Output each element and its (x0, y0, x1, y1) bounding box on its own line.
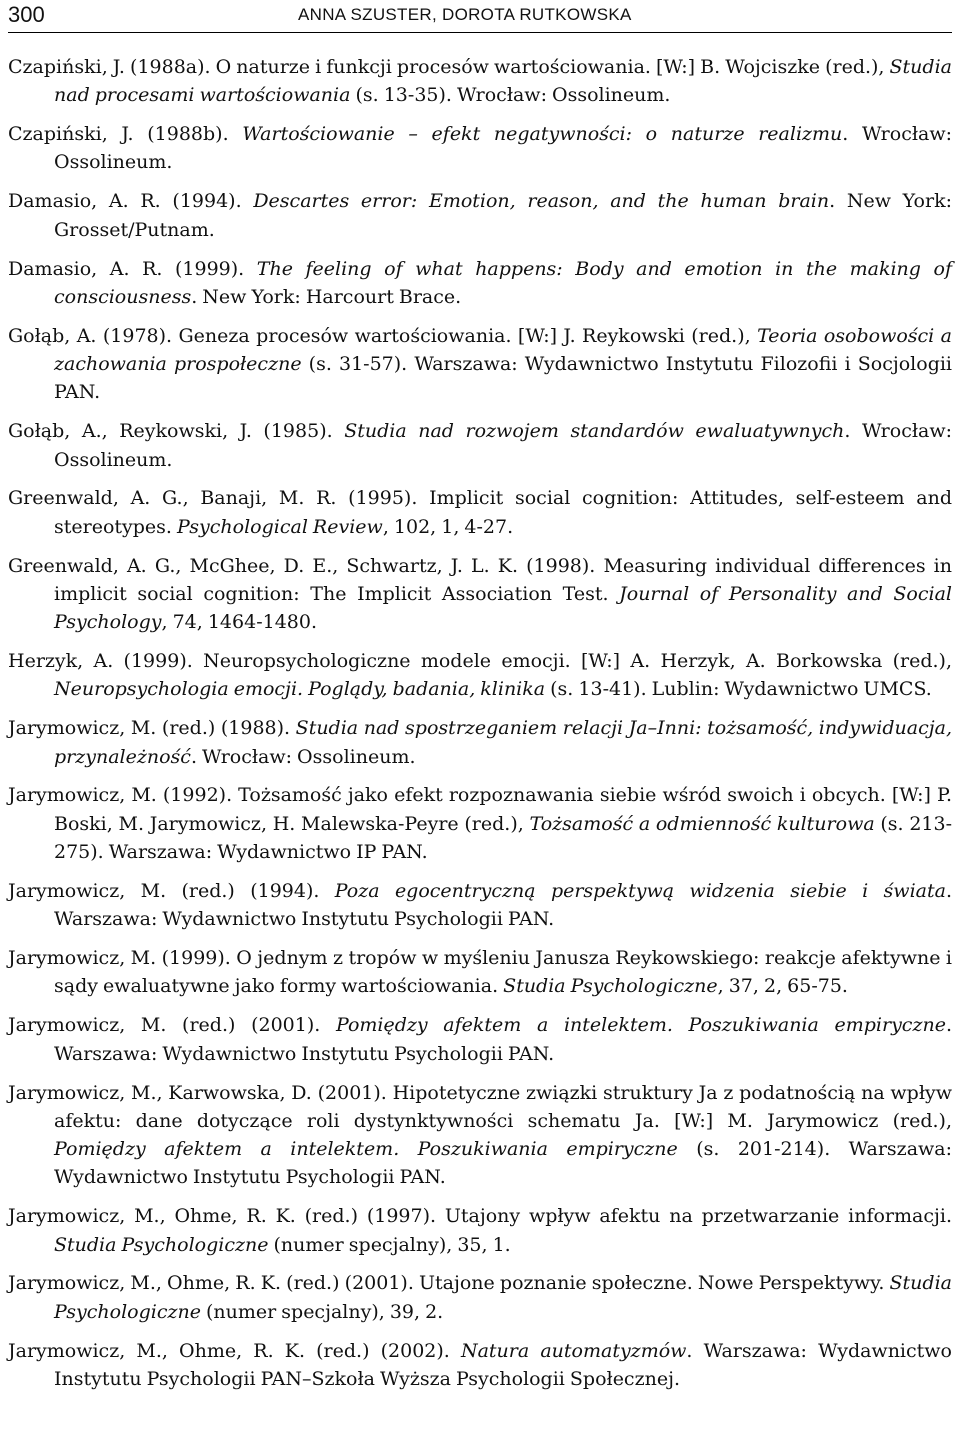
reference-entry (8, 484, 952, 541)
reference-text: Jarymowicz, M., Ohme, R. K. (red.) (2002). (8, 1339, 461, 1362)
reference-text: . Wrocław: Ossolineum. (54, 420, 952, 471)
reference-text: , 74, 1464-1480. (161, 611, 318, 634)
reference-list (8, 53, 952, 1404)
reference-entry (8, 187, 952, 244)
reference-title: The feeling of what happens: Body and emotion in the making of consciousness (54, 257, 952, 308)
reference-text: Greenwald, A. G., Banaji, M. R. (1995). Implicit social cognition: Attitudes, self-esteem and stereotypes. (8, 487, 952, 538)
reference-entry (8, 322, 952, 407)
reference-title: Psychological Review (177, 515, 383, 538)
reference-entry (8, 120, 952, 177)
reference-text: Damasio, A. R. (1994). (8, 190, 254, 213)
reference-entry (8, 552, 952, 637)
reference-text: Jarymowicz, M. (red.) (1988). (8, 717, 296, 740)
reference-text: (s. 13-35). Wrocław: Ossolineum. (350, 84, 671, 107)
reference-title: Studia nad procesami wartościowania (54, 56, 952, 107)
reference-text: Jarymowicz, M. (red.) (1994). (8, 879, 335, 902)
reference-title: Studia Psychologiczne (503, 975, 718, 998)
reference-text: Gołąb, A., Reykowski, J. (1985). (8, 420, 345, 443)
reference-text: . Warszawa: Wydawnictwo Instytutu Psychologii PAN. (54, 1014, 952, 1065)
reference-entry (8, 255, 952, 312)
reference-text: . Warszawa: Wydawnictwo Instytutu Psychologii PAN–Szkoła Wyższa Psychologii Społecznej. (54, 1339, 952, 1390)
page-number: 300 (8, 2, 45, 27)
reference-title: Poza egocentryczną perspektywą widzenia siebie i świata (334, 879, 946, 902)
reference-text: . Wrocław: Ossolineum. (190, 745, 416, 768)
reference-entry (8, 1269, 952, 1326)
reference-title: Neuropsychologia emocji. Poglądy, badania, klinika (54, 678, 546, 701)
reference-entry (8, 1079, 952, 1192)
reference-title: Studia nad spostrzeganiem relacji Ja–Inni: tożsamość, indywiduacja, przynależność (54, 717, 952, 768)
reference-title: Studia Psychologiczne (54, 1272, 952, 1323)
reference-entry (8, 1337, 952, 1394)
reference-entry (8, 1011, 952, 1068)
reference-title: Descartes error: Emotion, reason, and the human brain (253, 190, 830, 213)
reference-text: Jarymowicz, M., Karwowska, D. (2001). Hipotetyczne związki struktury Ja z podatnością na wpływ afektu: dane dotyczące roli dystynktywności schematu Ja. [W:] M. Jarymowicz (red.), (8, 1081, 952, 1132)
reference-text: Jarymowicz, M. (1992). Tożsamość jako efekt rozpoznawania siebie wśród swoich i obcych. [W:] P. Boski, M. Jarymowicz, H. Malewska-Peyre (red.), (8, 784, 952, 835)
reference-text: . Warszawa: Wydawnictwo Instytutu Psychologii PAN. (54, 879, 952, 931)
reference-text: Jarymowicz, M., Ohme, R. K. (red.) (2001). Utajone poznanie społeczne. Nowe Perspektywy. (8, 1272, 890, 1295)
reference-entry (8, 877, 952, 934)
reference-title: Wartościowanie – efekt negatywności: o naturze realizmu (242, 123, 843, 146)
reference-text: (s. 213-275). Warszawa: Wydawnictwo IP PAN. (54, 812, 953, 864)
page-header (8, 0, 952, 33)
running-head: ANNA SZUSTER, DOROTA RUTKOWSKA (298, 5, 632, 24)
reference-text: Jarymowicz, M. (1999). O jednym z tropów w myśleniu Janusza Reykowskiego: reakcje afektywne i sądy ewaluatywne jako formy wartościowania. (8, 947, 952, 998)
reference-entry (8, 647, 952, 704)
reference-title: Teoria osobowości a zachowania prospołeczne (54, 324, 952, 376)
reference-entry (8, 714, 952, 771)
reference-text: Greenwald, A. G., McGhee, D. E., Schwartz, J. L. K. (1998). Measuring individual differences in implicit social cognition: The Implicit Association Test. (8, 554, 952, 605)
reference-text: Herzyk, A. (1999). Neuropsychologiczne modele emocji. [W:] A. Herzyk, A. Borkowska (red.), (8, 650, 952, 673)
reference-text: , 37, 2, 65-75. (717, 975, 848, 998)
reference-text: . New York: Grosset/Putnam. (54, 190, 952, 241)
reference-text: (numer specjalny), 35, 1. (268, 1233, 511, 1256)
reference-title: Tożsamość a odmienność kulturowa (529, 812, 875, 835)
reference-title: Pomiędzy afektem a intelektem. Poszukiwania empiryczne (54, 1138, 678, 1161)
reference-text: . Wrocław: Ossolineum. (54, 123, 952, 174)
reference-entry (8, 417, 952, 474)
reference-entry (8, 944, 952, 1001)
reference-text: (s. 31-57). Warszawa: Wydawnictwo Instytutu Filozofii i Socjologii PAN. (54, 353, 953, 404)
reference-text: Czapiński, J. (1988b). (8, 123, 243, 146)
reference-entry (8, 53, 952, 110)
reference-text: . New York: Harcourt Brace. (191, 285, 462, 308)
reference-title: Studia Psychologiczne (54, 1233, 269, 1256)
reference-title: Journal of Personality and Social Psychology (54, 582, 952, 634)
reference-text: Jarymowicz, M. (red.) (2001). (8, 1014, 336, 1037)
reference-text: Czapiński, J. (1988a). O naturze i funkcji procesów wartościowania. [W:] B. Wojciszke (red.), (8, 56, 890, 78)
reference-entry (8, 1202, 952, 1259)
reference-text: (numer specjalny), 39, 2. (200, 1300, 444, 1323)
reference-text: Jarymowicz, M., Ohme, R. K. (red.) (1997). Utajony wpływ afektu na przetwarzanie informacji. (8, 1205, 952, 1228)
reference-title: Pomiędzy afektem a intelektem. Poszukiwania empiryczne (335, 1014, 946, 1037)
reference-entry (8, 781, 952, 866)
reference-text: , 102, 1, 4-27. (382, 515, 514, 538)
reference-text: Damasio, A. R. (1999). (8, 257, 257, 280)
reference-title: Studia nad rozwojem standardów ewaluatywnych (344, 420, 845, 443)
reference-title: Natura automatyzmów (460, 1339, 687, 1362)
reference-text: (s. 13-41). Lublin: Wydawnictwo UMCS. (545, 678, 932, 701)
reference-text: Gołąb, A. (1978). Geneza procesów wartościowania. [W:] J. Reykowski (red.), (8, 324, 758, 347)
reference-text: (s. 201-214). Warszawa: Wydawnictwo Instytutu Psychologii PAN. (54, 1138, 953, 1189)
